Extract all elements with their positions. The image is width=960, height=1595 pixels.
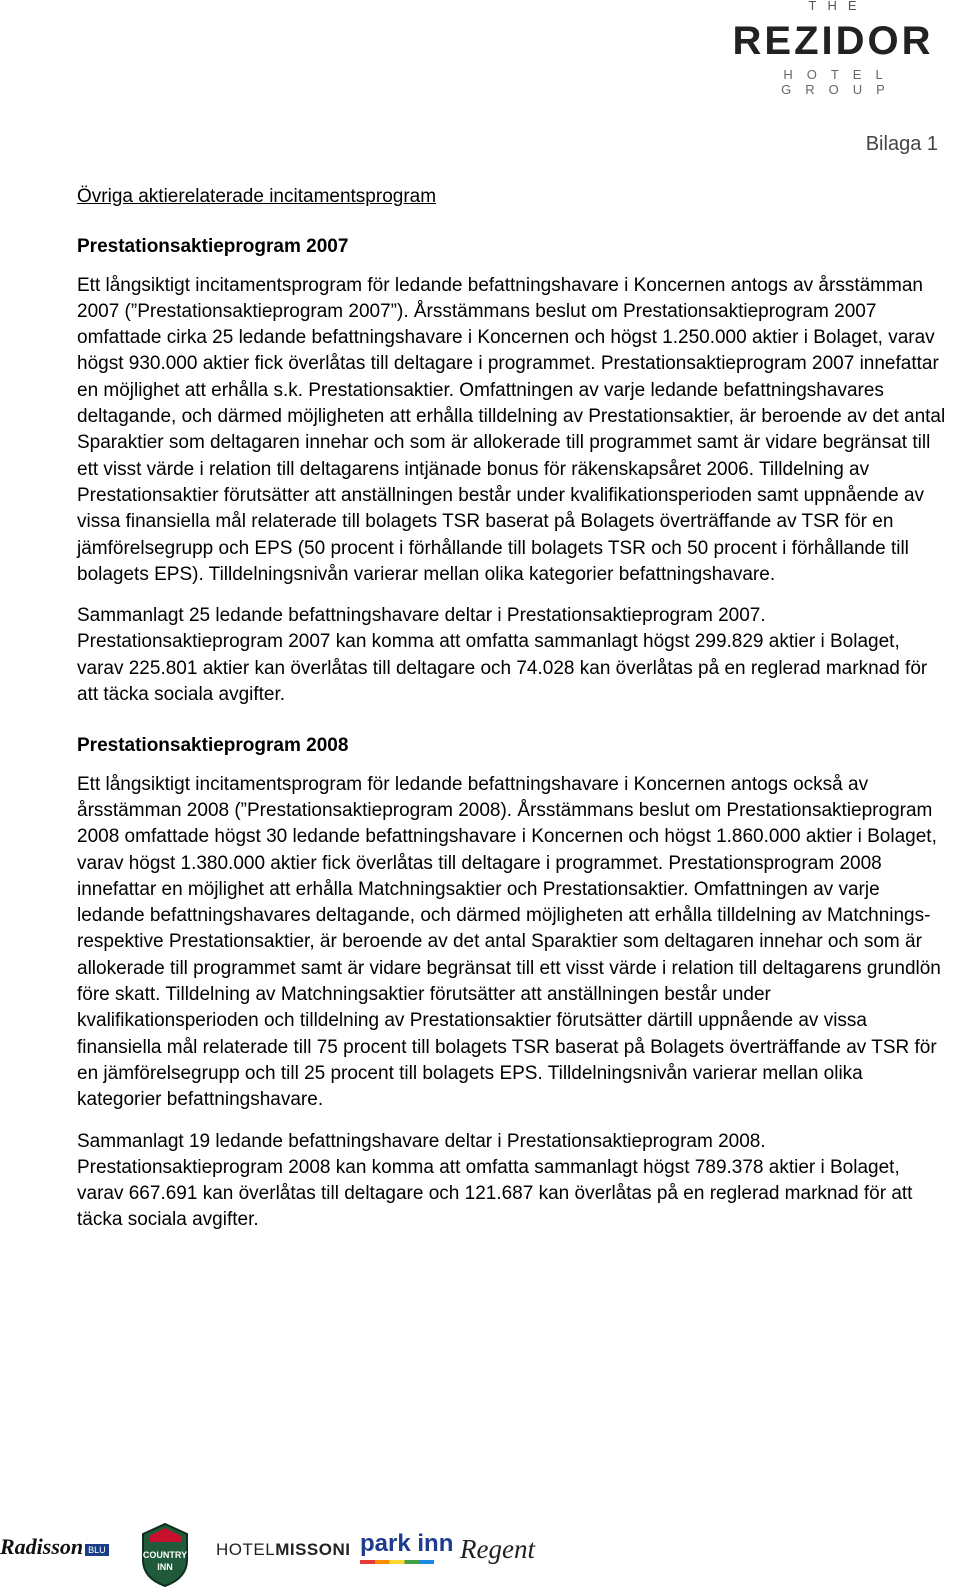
- logo-sub-text: HOTEL GROUP: [781, 67, 899, 97]
- country-inn-line1: COUNTRY: [142, 1550, 188, 1560]
- radisson-blu-logo: [0, 1534, 110, 1562]
- annex-label: Bilaga 1: [865, 133, 938, 155]
- logo-top-text: THE: [808, 0, 868, 13]
- missoni-text: MISSONI: [275, 1540, 351, 1559]
- paragraph-2007-2: Sammanlagt 25 ledande befattningshavare deltar i Prestationsaktieprogram 2007. Prestationsaktieprogram 2007 kan komma att omfatta sammanlagt högst 299.829 aktier i Bolaget, varav 225.801 aktier kan överlåtas till deltagare och 74.028 kan överlåtas på en reglerad marknad för att täcka sociala avgifter.: [77, 605, 928, 706]
- section-heading-2007: Prestationsaktieprogram 2007: [77, 236, 349, 258]
- park-inn-logo: [360, 1530, 453, 1564]
- regent-logo: Regent: [460, 1534, 535, 1564]
- paragraph-2007-1: Ett långsiktigt incitamentsprogram för ledande befattningshavare i Koncernen antogs av årsstämman 2007 (”Prestationsaktieprogram 2007”). Årsstämmans beslut om Prestationsaktieprogram 2007 omfattade cirka 25 ledande befattningshavare i Koncernen och högst 1.250.000 aktier i Bolaget, varav högst 930.000 aktier fick överlåtas till deltagare i programmet. Prestationsaktieprogram 2007 innefattar en möjlighet att erhålla s.k. Prestationsaktier. Omfattningen av varje ledande befattningshavares deltagande, och därmed möjligheten att erhålla tilldelning av Prestationsaktier, är beroende av det antal Sparaktier som deltagaren innehar och som är allokerade till programmet samt är vidare begränsat till ett visst värde i relation till deltagarens intjänade bonus för räkenskapsåret 2006. Tilldelning av Prestationsaktier förutsätter att anställningen består under kvalifikationsperioden samt uppnående av vissa finansiella mål relaterade till bolagets TSR baserat på Bolagets överträffande av TSR för en jämförelsegrupp och EPS (50 procent i förhållande till bolagets TSR och 50 procent i förhållande till bolagets EPS). Tilldelningsnivån varierar mellan olika kategorier befattningshavare.: [77, 274, 946, 585]
- document-title: Övriga aktierelaterade incitamentsprogram: [77, 186, 437, 207]
- paragraph-2008-1: Ett långsiktigt incitamentsprogram för ledande befattningshavare i Koncernen antogs också av årsstämman 2008 (”Prestationsaktieprogram 2008). Årsstämmans beslut om Prestationsaktieprogram 2008 omfattade högst 30 ledande befattningshavare i Koncernen och högst 1.860.000 aktier i Bolaget, varav högst 1.380.000 aktier fick överlåtas till deltagare i programmet. Prestationsprogram 2008 innefattar en möjlighet att erhålla Matchningsaktier och Prestationsaktier. Omfattningen av varje ledande befattningshavares deltagande, och därmed möjligheten att erhålla tilldelning av Matchnings- respektive Prestationsaktier, är beroende av det antal Sparaktier som deltagaren innehar och som är allokerade till programmet samt är vidare begränsat till ett visst värde i relation till deltagarens grundlön före skatt. Tilldelning av Matchningsaktier förutsätter att anställningen består under kvalifikationsperioden och tilldelning av Prestationsaktier förutsätter därtill uppnående av vissa finansiella mål relaterade till 75 procent till bolagets TSR baserat på Bolagets överträffande av TSR för en jämförelsegrupp och till 25 procent till bolagets EPS. Tilldelningsnivån varierar mellan olika kategorier befattningshavare.: [77, 773, 941, 1111]
- country-inn-logo: [135, 1520, 195, 1590]
- radisson-logo-text: Radisson: [0, 1534, 84, 1559]
- document-body: [77, 184, 947, 1249]
- park-inn-text: park inn: [360, 1530, 454, 1557]
- brand-footer: [0, 1520, 600, 1594]
- park-inn-color-bar: [360, 1560, 434, 1564]
- country-inn-crest-icon: [135, 1520, 195, 1590]
- hotel-missoni-logo: [216, 1540, 350, 1560]
- rezidor-logo: [728, 0, 938, 97]
- hotel-prefix-text: HOTEL: [216, 1540, 276, 1559]
- paragraph-2008-2: Sammanlagt 19 ledande befattningshavare deltar i Prestationsaktieprogram 2008. Prestationsaktieprogram 2008 kan komma att omfatta sammanlagt högst 789.378 aktier i Bolaget, varav 667.691 kan överlåtas till deltagare och 121.687 kan överlåtas på en reglerad marknad för att täcka sociala avgifter.: [77, 1130, 913, 1231]
- country-inn-line2: INN: [157, 1562, 173, 1572]
- section-heading-2008: Prestationsaktieprogram 2008: [77, 735, 349, 757]
- logo-main-text: REZIDOR: [732, 19, 934, 63]
- blu-badge: BLU: [85, 1544, 109, 1556]
